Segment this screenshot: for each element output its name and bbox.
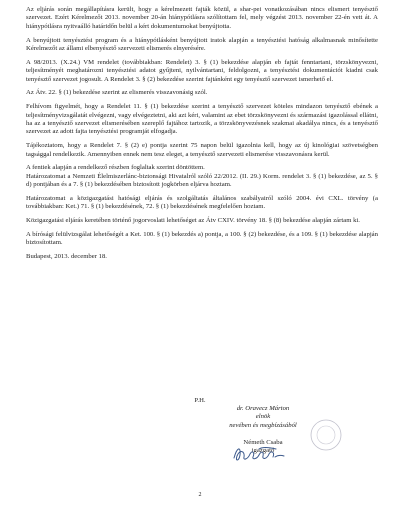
signer-name: Németh Csaba [243,438,283,446]
paragraph-deficiency-notice: Az eljárás során megállapításra került, hogy a kérelmezett fajták közül, a shar-pei vonatkozásában nincs elismert tenyésztő szervezet. Ezért Kérelmezőt 2013. november 20-án hiánypótlásra szólítottam fel, mely végzést 2013. november 22-én vett át. A hiánypótlásra nyitvaálló határidőn belül a kért dokumentumokat benyújtotta. [26,6,378,30]
official-stamp [309,418,343,452]
handwritten-signature [231,443,287,465]
paragraph-validity: Az Átv. 22. § (1) bekezdése szerint az elismerés visszavonásig szól. [26,89,208,97]
paragraph-membership-notice: Tájékoztatom, hogy a Rendelet 7. § (2) e) pontja szerint 75 napon belül igazolnia kell, hogy az új kinológiai szövetségben tagsággal rendelkezik. Amennyiben ennek nem tesz eleget, a tenyésztő szervezeti elismerése visszavonásra kerül. [26,142,378,158]
date-line: Budapest, 2013. december 18. [26,253,107,261]
paragraph-remedy-excluded: Közigazgatási eljárás keretében történő jogorvoslati lehetőséget az Átv CXIV. törvény 18. § (8) bekezdése alapján zártam ki. [26,217,360,225]
paragraph-breeding-program: A benyújtott tenyésztési program és a hiánypótlásként benyújtott iratok alapján a tenyésztési hatóság alkalmasnak minősítette Kérelmezőt az állami elbenyésztő szervezeti elismerés elnyerésére. [26,36,378,53]
signatory-title: elnök [255,413,271,421]
signer-title: igazgató [251,447,275,455]
paragraph-decision: A fentiek alapján a rendelkező részben foglaltak szerint döntöttem. [26,164,205,172]
paragraph-regulation: A 98/2013. (X.24.) VM rendelet (továbbiakban: Rendelet) 3. § (1) bekezdése alapján eb fajtát fenntartani, törzskönyvezni, teljesítményét meghatározni tenyésztési adatot gyűjteni, nyilvántartani, feldolgozni, a tenyésztési dokumentációt kiadni csak tenyésztő szervezet jogosult. A Rendelet 3. § (2) bekezdése szerint fajtánként egy tenyésztő szervezet ismerhető el. [26,58,378,83]
signatory-name: dr. Oravecz Márton [236,405,290,412]
page-number: 2 [198,492,202,498]
seal-placeholder-label: P.H. [194,397,206,404]
paragraph-ket-basis: Határozatomat a közigazgatási hatósági eljárás és szolgáltatás általános szabályairól szóló 2004. évi CXL. törvény (a továbbiakban: Ket.) 71. § (1) bekezdésének, 72. § (1) bekezdésének megfelelően hoztam. [26,195,378,211]
paragraph-judicial-review: A bírósági felülvizsgálat lehetőségét a Ket. 100. § (1) bekezdés a) pontja, a 100. § (2) bekezdése, és a 109. § (1) bekezdése alapján biztosítottam. [26,231,378,247]
paragraph-obligations: Felhívom figyelmét, hogy a Rendelet 11. § (1) bekezdése szerint a tenyésztő szervezet köteles mindazon tenyésztő ebének a teljesítményvizsgálatát elvégezni, vagy elvégeztetni, aki azt kéri, valamint az ebet törzskönyvezni és származási igazolással ellátni, ha az a tenyésztő szervezet elismerésében szereplő fajtához tartozik, a törzskönyvezésnek szakmai akadálya nincs, és a tenyésztő szervezet az adott fajta tenyésztési programját elfogadja. [26,103,378,136]
on-behalf-line: nevében és megbízásából [229,421,297,429]
paragraph-authority: Határozatomat a Nemzeti Élelmiszerlánc-biztonsági Hivatalról szóló 22/2012. (II. 29.) Korm. rendelet 3. § (1) bekezdése, az 5. § d) pontjában és a 7. § (1) bekezdésében biztosított jogkörben eljárva hoztam. [26,172,378,189]
